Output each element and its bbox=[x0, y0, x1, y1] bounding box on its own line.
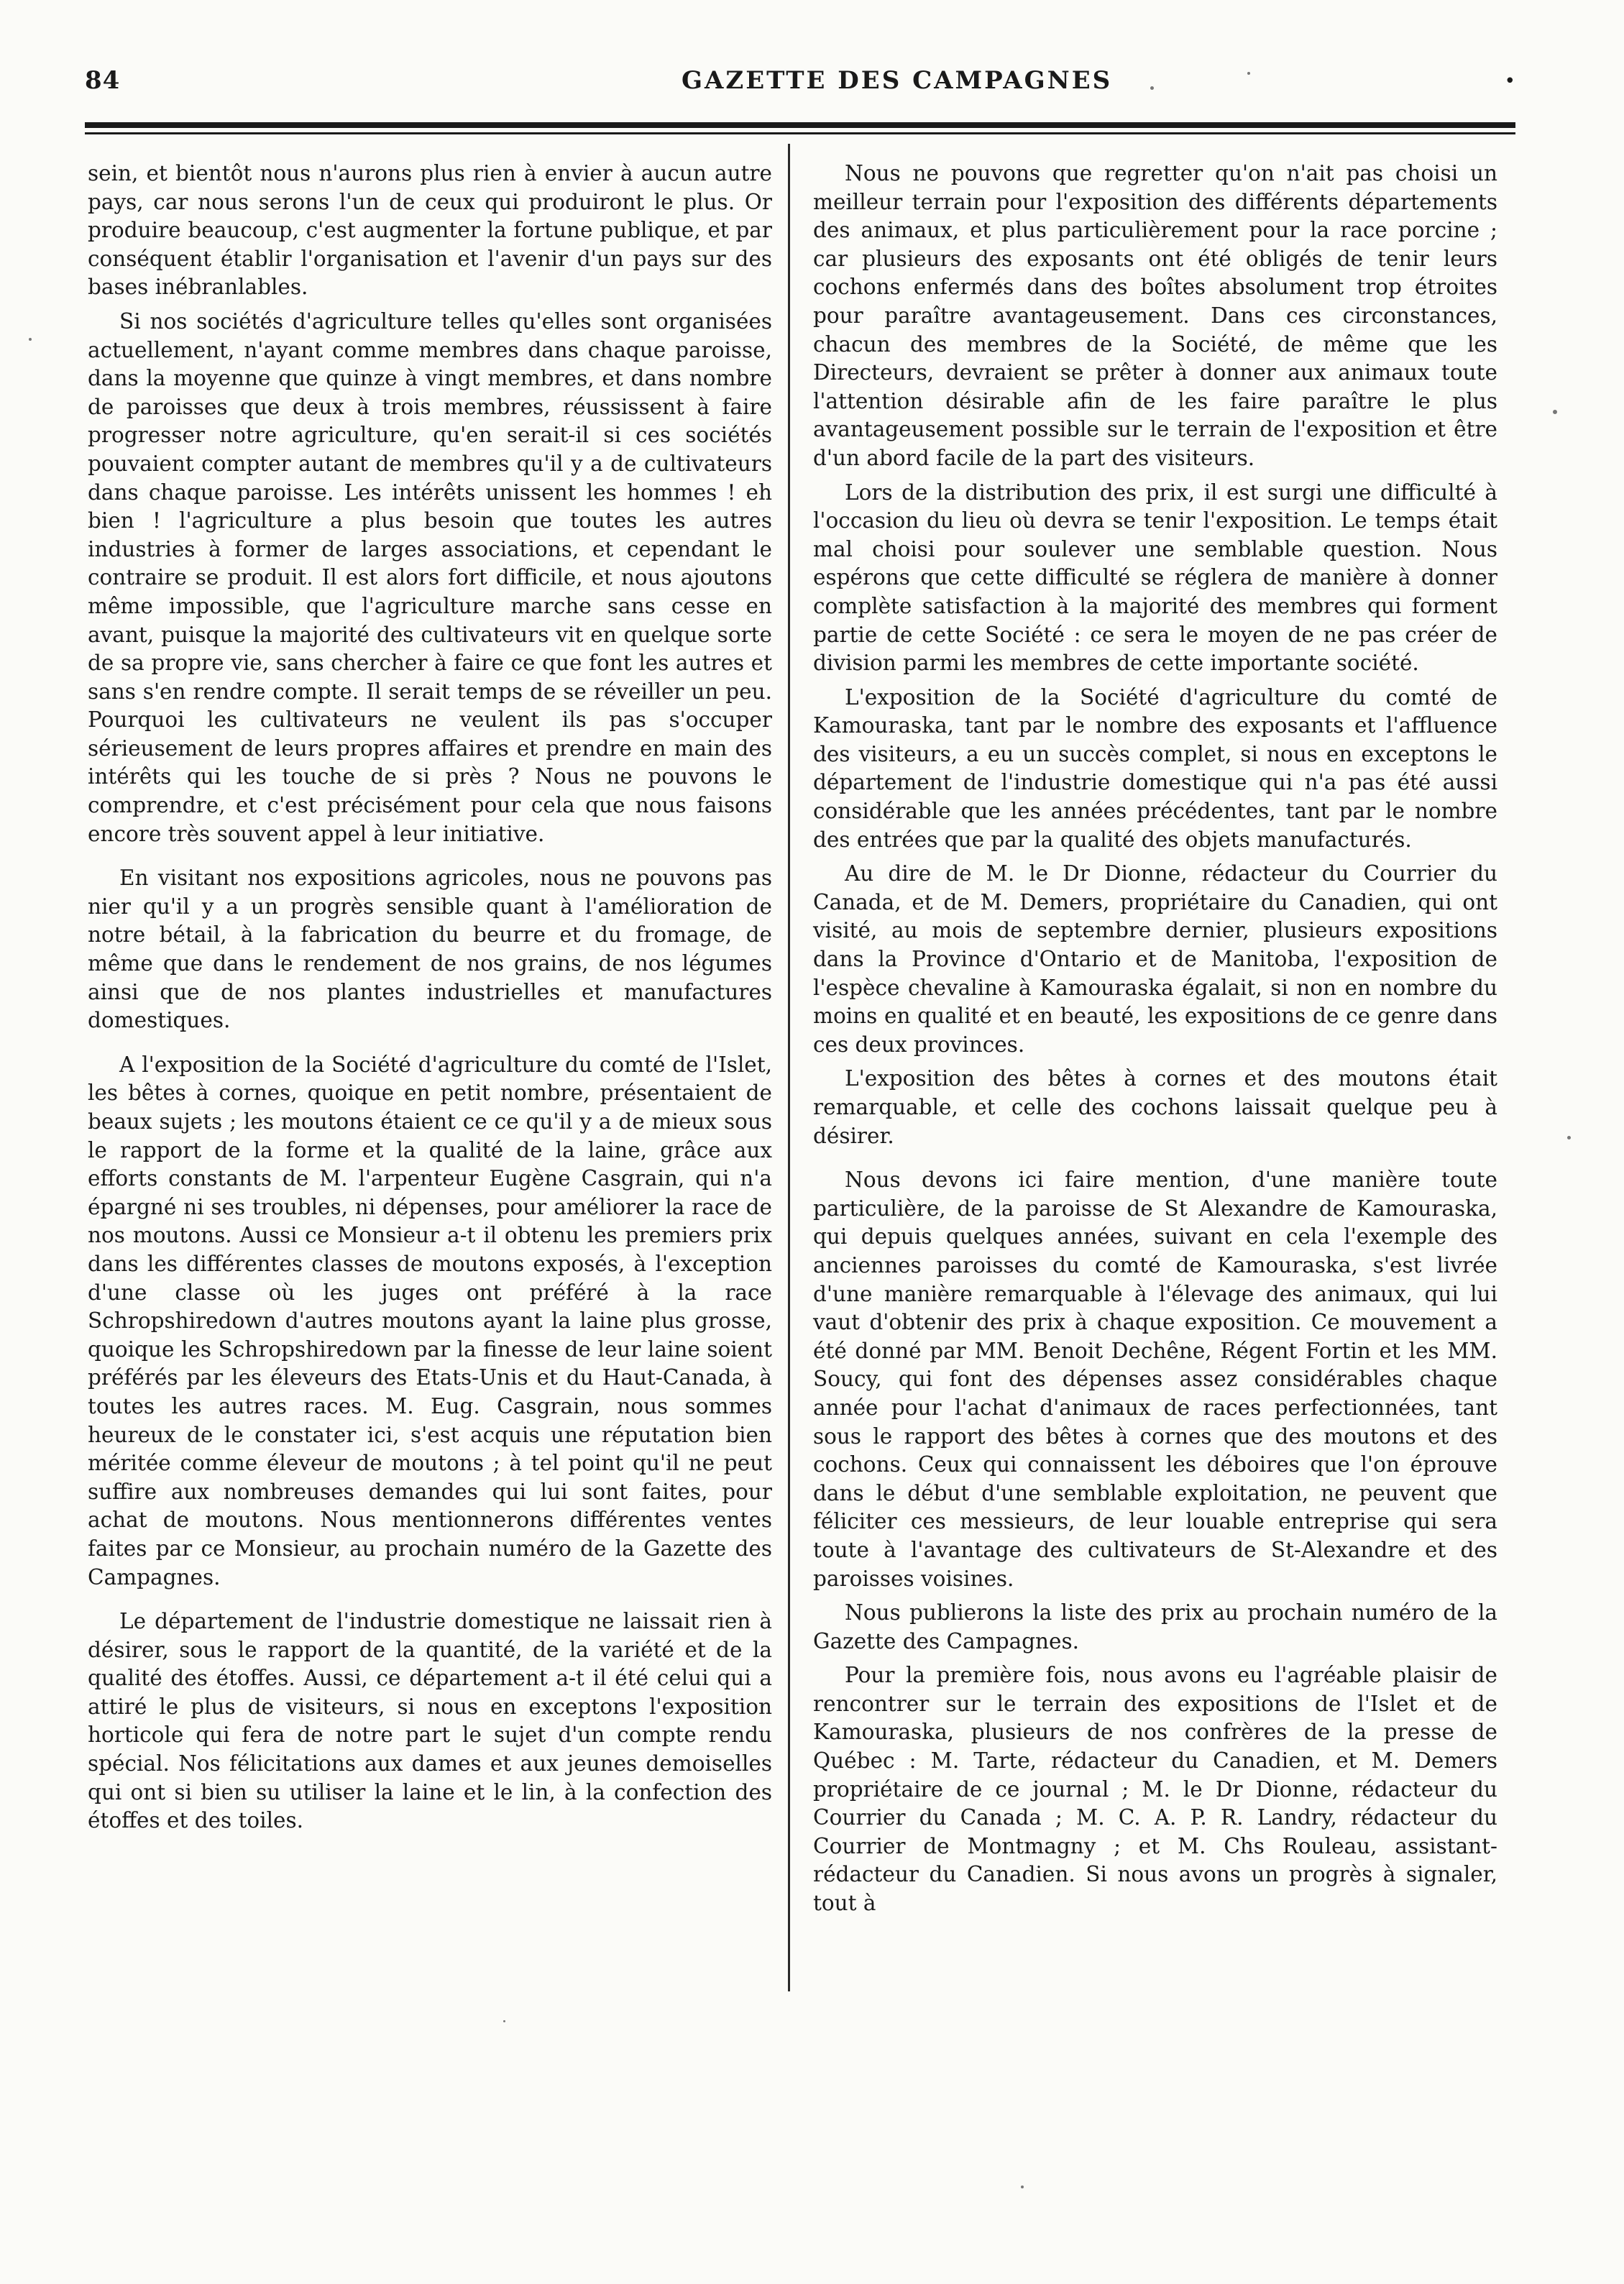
header-rule-thick bbox=[85, 122, 1515, 128]
left-paragraph-2: Si nos sociétés d'agriculture telles qu'elles sont organisées actuellement, n'ayant comme membres dans chaque paroisse, dans la moyenne que quinze à vingt membres, et dans nombre de paroisses que deux à trois membres, réussissent à faire progresser notre agriculture, qu'en serait-il si ces sociétés pouvaient compter autant de membres qu'il y a de cultivateurs dans chaque paroisse. Les intérêts unissent les hommes ! eh bien ! l'agriculture a plus besoin que toutes les autres industries à former de larges associations, et cependant le contraire se produit. Il est alors fort difficile, et nous ajoutons même impossible, que l'agriculture marche sans cesse en avant, puisque la majorité des cultivateurs vit en quelque sorte de sa propre vie, sans chercher à faire ce que font les autres et sans s'en rendre compte. Il serait temps de se réveiller un peu. Pourquoi les cultivateurs ne veulent ils pas s'occuper sérieusement de leurs propres affaires et prendre en main des intérêts qui les touche de si près ? Nous ne pouvons le comprendre, et c'est précisément pour cela que nous faisons encore très souvent appel à leur initiative. bbox=[88, 308, 772, 846]
page-header bbox=[85, 66, 1515, 102]
right-paragraph-6: Nous devons ici faire mention, d'une manière toute particulière, de la paroisse de St Alexandre de Kamouraska, qui depuis quelques années, suivant en cela l'exemple des anciennes paroisses du comté de Kamouraska, s'est livrée d'une manière remarquable à l'élevage des animaux, qui lui vaut d'obtenir des prix à chaque exposition. Ce mouvement a été donné par MM. Benoit Dechêne, Régent Fortin et les MM. Soucy, qui font des dépenses assez considérables chaque année pour l'achat d'animaux de races perfectionnées, tant sous le rapport des bêtes à cornes que des moutons et des cochons. Ceux qui connaissent les déboires que l'on éprouve dans le début d'une semblable exploitation, ne peuvent que féliciter ces messieurs, de leur louable entreprise qui sera toute à l'avantage des cultivateurs de St-Alexandre et des paroisses voisines. bbox=[813, 1168, 1497, 1591]
column-divider bbox=[788, 144, 790, 1991]
left-paragraph-4: A l'exposition de la Société d'agriculture du comté de l'Islet, les bêtes à cornes, quoique en petit nombre, présentaient de beaux sujets ; les moutons étaient ce ce qu'il y a de mieux sous le rapport de la forme et la qualité de la laine, grâce aux efforts constants de M. l'arpenteur Eugène Casgrain, qui n'a épargné ni ses troubles, ni dépenses, pour améliorer la race de nos moutons. Aussi ce Monsieur a-t il obtenu les premiers prix dans les différentes classes de moutons exposés, à l'exception d'une classe où les juges ont préféré à la race Schropshiredown d'autres moutons ayant la laine plus grosse, quoique les Schropshiredown par la finesse de leur laine soient préférés par les éleveurs des Etats-Unis et du Haut-Canada, à toutes les autres races. M. Eug. Casgrain, nous sommes heureux de le constater ici, s'est acquis une réputation bien méritée comme éleveur de moutons ; à tel point qu'il ne peut suffire aux nombreuses demandes qui lui sont faites, pour achat de moutons. Nous mentionnerons différentes ventes faites par ce Monsieur, au prochain numéro de la Gazette des Campagnes. bbox=[88, 1052, 772, 1590]
right-paragraph-3: L'exposition de la Société d'agriculture du comté de Kamouraska, tant par le nombre des exposants et l'affluence des visiteurs, a eu un succès complet, si nous en exceptons le département de l'industrie domestique qui n'a pas été aussi considérable que les années précédentes, tant par le nombre des entrées que par la qualité des objets manufacturés. bbox=[813, 684, 1497, 852]
right-paragraph-4: Au dire de M. le Dr Dionne, rédacteur du Courrier du Canada, et de M. Demers, propriétaire du Canadien, qui ont visité, au mois de septembre dernier, plusieurs expositions dans la Province d'Ontario et de Manitoba, l'exposition de l'espèce chevaline à Kamouraska égalait, si non en nombre du moins en qualité et en beauté, les expositions de ce genre dans ces deux provinces. bbox=[813, 861, 1497, 1057]
print-speck bbox=[1150, 86, 1154, 90]
right-paragraph-5: L'exposition des bêtes à cornes et des moutons était remarquable, et celle des cochons laissait quelque peu à désirer. bbox=[813, 1066, 1497, 1148]
left-column bbox=[88, 160, 772, 1841]
right-column bbox=[813, 160, 1497, 1924]
header-rule-thin bbox=[85, 132, 1515, 134]
left-paragraph-3: En visitant nos expositions agricoles, nous ne pouvons pas nier qu'il y a un progrès sensible quant à l'amélioration de notre bétail, à la fabrication du beurre et du fromage, de même que dans le rendement de nos grains, de nos légumes ainsi que de nos plantes industrielles et manufactures domestiques. bbox=[88, 866, 772, 1033]
right-paragraph-7: Nous publierons la liste des prix au prochain numéro de la Gazette des Campagnes. bbox=[813, 1600, 1497, 1654]
header-ornament: • bbox=[1504, 70, 1515, 92]
print-speck bbox=[29, 338, 32, 341]
print-speck bbox=[503, 2020, 505, 2022]
left-paragraph-5: Le département de l'industrie domestique ne laissait rien à désirer, sous le rapport de la quantité, de la variété et de la qualité des étoffes. Aussi, ce département a-t il été celui qui a attiré le plus de visiteurs, si nous en exceptons l'exposition horticole qui fera de notre part le sujet d'un compte rendu spécial. Nos félicitations aux dames et aux jeunes demoiselles qui ont si bien su utiliser la laine et le lin, à la confection des étoffes et des toiles. bbox=[88, 1609, 772, 1833]
right-paragraph-8: Pour la première fois, nous avons eu l'agréable plaisir de rencontrer sur le terrain des expositions de l'Islet et de Kamouraska, plusieurs de nos confrères de la presse de Québec : M. Tarte, rédacteur du Canadien, et M. Demers propriétaire de ce journal ; M. le Dr Dionne, rédacteur du Courrier du Canada ; M. C. A. P. R. Landry, rédacteur du Courrier de Montmagny ; et M. Chs Rouleau, assistant-rédacteur du Canadien. Si nous avons un progrès à signaler, tout à bbox=[813, 1663, 1497, 1916]
print-speck bbox=[1021, 2186, 1024, 2188]
publication-title: GAZETTE DES CAMPAGNES bbox=[682, 66, 1113, 95]
print-speck bbox=[1567, 1136, 1571, 1139]
print-speck bbox=[1553, 410, 1557, 414]
print-speck bbox=[1247, 72, 1250, 75]
page-number: 84 bbox=[85, 66, 121, 95]
right-paragraph-1: Nous ne pouvons que regretter qu'on n'ait pas choisi un meilleur terrain pour l'exposition des différents départements des animaux, et plus particulièrement pour la race porcine ; car plusieurs des exposants ont été obligés de tenir leurs cochons enfermés dans des boîtes absolument trop étroites pour paraître avantageusement. Dans ces circonstances, chacun des membres de la Société, de même que les Directeurs, devraient se prêter à donner aux animaux toute l'attention désirable afin de les faire paraître le plus avantageusement possible sur le terrain de l'exposition et être d'un abord facile de la part des visiteurs. bbox=[813, 161, 1497, 470]
left-paragraph-1: sein, et bientôt nous n'aurons plus rien à envier à aucun autre pays, car nous serons l'un de ceux qui produiront le plus. Or produire beaucoup, c'est augmenter la fortune publique, et par conséquent établir l'organisation et l'avenir d'un pays sur des bases inébranlables. bbox=[88, 161, 772, 300]
right-paragraph-2: Lors de la distribution des prix, il est surgi une difficulté à l'occasion du lieu où devra se tenir l'exposition. Le temps était mal choisi pour soulever une semblable question. Nous espérons que cette difficulté se réglera de manière à donner complète satisfaction à la majorité des membres qui forment partie de cette Société : ce sera le moyen de ne pas créer de division parmi les membres de cette importante société. bbox=[813, 480, 1497, 676]
